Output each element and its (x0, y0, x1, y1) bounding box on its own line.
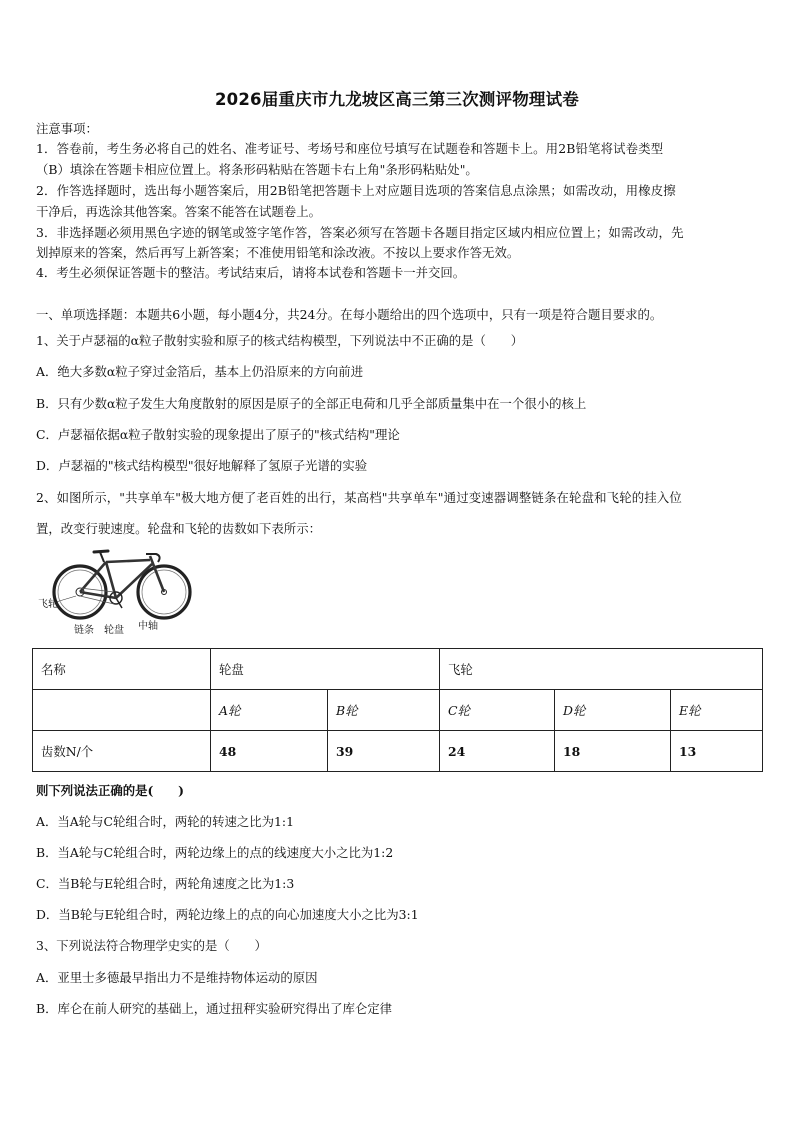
notice-line: 2．作答选择题时，选出每小题答案后，用2B铅笔把答题卡上对应题目选项的答案信息点涂黑；如需改动，用橡皮擦 (36, 183, 676, 198)
question-2-stem: 2、如图所示，"共享单车"极大地方便了老百姓的出行，某高档"共享单车"通过变速器调整链条在轮盘和飞轮的挂入位 (36, 490, 682, 505)
question-2-option-d: D．当B轮与E轮组合时，两轮边缘上的点的向心加速度大小之比为3:1 (36, 907, 419, 922)
section-heading: 一、单项选择题：本题共6小题，每小题4分，共24分。在每小题给出的四个选项中，只有一项是符合题目要求的。 (36, 307, 663, 322)
question-2-option-a: A．当A轮与C轮组合时，两轮的转速之比为1:1 (36, 814, 294, 829)
notice-heading: 注意事项： (36, 121, 98, 136)
sub-header-b: B轮 (328, 690, 440, 731)
teeth-e: 13 (671, 731, 763, 772)
question-1-option-a: A．绝大多数α粒子穿过金箔后，基本上仍沿原来的方向前进 (36, 364, 364, 379)
notice-line: 干净后，再选涂其他答案。答案不能答在试题卷上。 (36, 204, 321, 219)
teeth-d: 18 (555, 731, 671, 772)
question-2-prompt: 则下列说法正确的是( ) (36, 783, 185, 798)
sub-header-d: D轮 (555, 690, 671, 731)
question-2-stem: 置，改变行驶速度。轮盘和飞轮的齿数如下表所示： (36, 521, 321, 536)
label-flywheel: 飞轮 (38, 599, 58, 610)
question-1-option-b: B．只有少数α粒子发生大角度散射的原因是原子的全部正电荷和几乎全部质量集中在一个很小的核上 (36, 396, 587, 411)
notice-line: 划掉原来的答案，然后再写上新答案；不准使用铅笔和涂改液。不按以上要求作答无效。 (36, 245, 520, 260)
teeth-b: 39 (328, 731, 440, 772)
label-chain: 链条 (74, 625, 94, 636)
teeth-a: 48 (211, 731, 328, 772)
notice-line: 1．答卷前，考生务必将自己的姓名、准考证号、考场号和座位号填写在试题卷和答题卡上。用2B铅笔将试卷类型 (36, 141, 664, 156)
question-1-option-d: D．卢瑟福的"核式结构模型"很好地解释了氢原子光谱的实验 (36, 458, 368, 473)
gear-teeth-table (32, 648, 763, 772)
question-3-option-b: B．库仑在前人研究的基础上，通过扭秤实验研究得出了库仑定律 (36, 1001, 393, 1016)
teeth-c: 24 (440, 731, 555, 772)
question-3-stem: 3、下列说法符合物理学史实的是（ ） (36, 938, 267, 953)
header-chainring: 轮盘 (211, 649, 440, 690)
question-2-option-b: B．当A轮与C轮组合时，两轮边缘上的点的线速度大小之比为1:2 (36, 845, 394, 860)
notice-line: 4．考生必须保证答题卡的整洁。考试结束后，请将本试卷和答题卡一并交回。 (36, 265, 466, 280)
notice-line: 3．非选择题必须用黑色字迹的钢笔或签字笔作答，答案必须写在答题卡各题目指定区域内相应位置上；如需改动，先 (36, 225, 684, 240)
notice-line: （B）填涂在答题卡相应位置上。将条形码粘贴在答题卡右上角"条形码粘贴处"。 (36, 162, 478, 177)
question-3-option-a: A．亚里士多德最早指出力不是维持物体运动的原因 (36, 970, 318, 985)
sub-header-c: C轮 (440, 690, 555, 731)
question-1-stem: 1、关于卢瑟福的α粒子散射实验和原子的核式结构模型，下列说法中不正确的是（ ） (36, 333, 524, 348)
table-cell-empty (33, 690, 211, 731)
question-2-option-c: C．当B轮与E轮组合时，两轮角速度之比为1:3 (36, 876, 295, 891)
header-flywheel: 飞轮 (440, 649, 763, 690)
question-1-option-c: C．卢瑟福依据α粒子散射实验的现象提出了原子的"核式结构"理论 (36, 427, 400, 442)
sub-header-e: E轮 (671, 690, 763, 731)
label-axle: 中轴 (138, 621, 158, 632)
row-label: 齿数N/个 (33, 731, 211, 772)
header-name: 名称 (33, 649, 211, 690)
sub-header-a: A轮 (211, 690, 328, 731)
label-chainring: 轮盘 (104, 625, 124, 636)
page-title: 2026届重庆市九龙坡区高三第三次测评物理试卷 (214, 90, 580, 109)
